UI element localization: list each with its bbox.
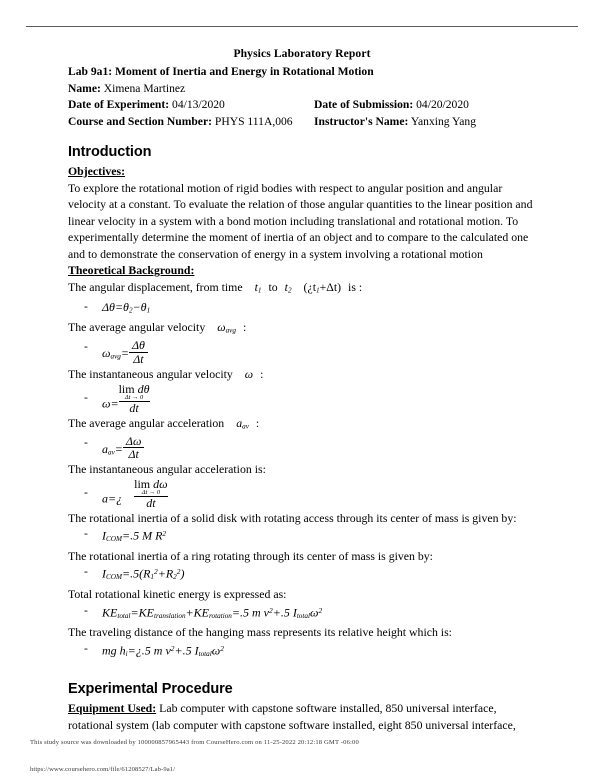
eq-plus: +R bbox=[157, 566, 174, 581]
sym-a-av: a bbox=[236, 415, 243, 430]
ke-total: KE bbox=[102, 604, 118, 619]
section-heading-experimental-procedure: Experimental Procedure bbox=[68, 681, 233, 698]
paren-open: (¿t bbox=[303, 279, 316, 294]
eq-lhs-sub: av bbox=[108, 448, 115, 457]
sym-omega-avg: ω bbox=[217, 320, 226, 335]
fraction-denominator: Δt bbox=[123, 447, 145, 461]
fraction-numerator: Δθ bbox=[131, 338, 145, 353]
avg-acceleration-text: The average angular acceleration bbox=[68, 415, 225, 430]
instantaneous-angular-acceleration-line: The instantaneous angular acceleration is: bbox=[68, 462, 266, 477]
r2-sup: 2 bbox=[176, 567, 181, 577]
relative-height-line: The traveling distance of the hanging mass represents its relative height which is: bbox=[68, 625, 452, 639]
sym-t2: t bbox=[284, 279, 288, 294]
equation-row-inst-acceleration bbox=[68, 478, 536, 510]
limit-fraction bbox=[119, 383, 150, 415]
page-title: Physics Laboratory Report bbox=[233, 47, 371, 60]
kinetic-energy-line: Total rotational kinetic energy is expressed as: bbox=[68, 586, 287, 601]
sub-t1: 1 bbox=[257, 286, 262, 295]
eq-lhs: Δθ bbox=[102, 300, 115, 315]
bullet-dash: - bbox=[84, 566, 88, 579]
equation-row-disk-inertia bbox=[68, 526, 536, 548]
bullet-dash: - bbox=[84, 341, 88, 354]
eq-rhs1-sub: 2 bbox=[128, 306, 133, 315]
term-kinetic-sup: 2 bbox=[170, 643, 175, 653]
ke-rotation: KE bbox=[193, 604, 209, 619]
eq-minus: − bbox=[132, 300, 141, 315]
fraction-denominator: Δt bbox=[129, 352, 148, 366]
bullet-dash: - bbox=[84, 528, 88, 541]
ring-inertia-line: The rotational inertia of a ring rotating through its center of mass is given by: bbox=[68, 548, 433, 563]
term-omega-sup: 2 bbox=[220, 643, 224, 653]
eq-lhs: a bbox=[102, 491, 108, 506]
equation-row-ring-inertia bbox=[68, 564, 536, 586]
author-line bbox=[68, 81, 536, 98]
solid-disk-inertia-line: The rotational inertia of a solid disk with rotating access through its center of mass is given by: bbox=[68, 510, 517, 525]
objectives-heading: Objectives: bbox=[68, 164, 125, 178]
instructor-label: Instructor's Name: bbox=[314, 114, 409, 128]
eq-lhs: ω bbox=[102, 396, 111, 411]
eq-rhs1: θ bbox=[123, 300, 129, 315]
eq-lhs: mg h bbox=[102, 642, 126, 657]
eq-rhs: .5 M R bbox=[130, 528, 163, 543]
date-experiment bbox=[68, 97, 314, 114]
eq-rhs-open: .5(R bbox=[130, 566, 151, 581]
date-submission-label: Date of Submission: bbox=[314, 98, 414, 111]
sub-t2: 2 bbox=[287, 286, 292, 295]
eq-rhs2: θ bbox=[140, 300, 147, 315]
r2-sub: 2 bbox=[173, 573, 177, 582]
instructor bbox=[314, 114, 536, 131]
header-rule bbox=[26, 26, 578, 27]
eq-rhs-close: ) bbox=[180, 566, 185, 581]
coursehero-download-note: This study source was downloaded by 100000857965443 from CourseHero.com on 11-25-2022 20:12:18 GMT -06:00 bbox=[30, 739, 359, 746]
sym-omega: ω bbox=[244, 366, 254, 381]
eq-lhs: ω bbox=[102, 346, 111, 361]
equation-kinetic-energy bbox=[102, 603, 322, 625]
lab-title-value: Moment of Inertia and Energy in Rotational Motion bbox=[115, 65, 374, 78]
theoretical-background-heading: Theoretical Background: bbox=[68, 263, 195, 278]
eq-rel: = bbox=[114, 300, 124, 315]
term-kinetic-sup: 2 bbox=[269, 605, 273, 615]
sub-av: av bbox=[242, 422, 249, 431]
term-omega: ω bbox=[310, 604, 319, 619]
lim-word: lim bbox=[118, 381, 135, 396]
limit-label bbox=[119, 383, 150, 395]
date-submission bbox=[314, 97, 536, 114]
equation-delta-theta bbox=[102, 299, 150, 319]
colon-3: : bbox=[255, 415, 260, 430]
inertia-total-sub: total bbox=[296, 611, 310, 620]
fraction-numerator: dθ bbox=[137, 381, 150, 396]
inst-velocity-text: The instantaneous angular velocity bbox=[68, 366, 233, 381]
average-angular-velocity-line bbox=[68, 319, 536, 339]
equation-relative-height bbox=[102, 641, 224, 663]
fraction-denominator: dt bbox=[129, 401, 139, 416]
eq-rhs2-sub: 1 bbox=[146, 306, 151, 315]
r1-sub: 1 bbox=[150, 573, 155, 582]
sym-t1: t bbox=[254, 279, 258, 294]
fraction-denominator: dt bbox=[146, 496, 156, 511]
equation-inst-acceleration bbox=[102, 478, 168, 510]
equipment-used-label: Equipment Used: bbox=[68, 701, 157, 716]
eq-invert-char: ¿ bbox=[116, 491, 123, 506]
equation-inst-velocity bbox=[102, 383, 150, 415]
date-experiment-value: 04/13/2020 bbox=[172, 98, 225, 111]
eq-rel: = bbox=[121, 566, 131, 581]
eq-lhs: I bbox=[102, 528, 106, 543]
angular-displacement-lead: The angular displacement, from time bbox=[68, 279, 243, 294]
eq-rel: = bbox=[108, 491, 117, 506]
ke-rotation-sub: rotation bbox=[209, 611, 232, 620]
limit-fraction bbox=[134, 478, 168, 510]
equation-row-avg-velocity bbox=[68, 339, 536, 365]
eq-rel: = bbox=[114, 441, 123, 456]
term-omega-sup: 2 bbox=[318, 605, 323, 615]
eq-lhs: I bbox=[102, 566, 106, 581]
limit-subscript: Δt → 0 bbox=[119, 395, 150, 403]
date-submission-value: 04/20/2020 bbox=[416, 98, 469, 111]
eq-rel-2: = bbox=[231, 604, 241, 619]
avg-velocity-text: The average angular velocity bbox=[68, 320, 206, 335]
name-value: Ximena Martinez bbox=[103, 81, 186, 95]
eq-lhs-sub: avg bbox=[110, 353, 121, 362]
paren-sub: 1 bbox=[316, 286, 320, 295]
lim-word: lim bbox=[134, 476, 151, 491]
eq-rel: = bbox=[120, 346, 129, 361]
r1-sup: 2 bbox=[154, 567, 158, 577]
eq-lhs-sub: COM bbox=[106, 535, 122, 544]
average-angular-acceleration-line bbox=[68, 415, 536, 435]
to-word: to bbox=[268, 279, 278, 294]
eq-plus-2: +.5 I bbox=[272, 604, 297, 619]
is-word: is : bbox=[348, 279, 363, 294]
instantaneous-angular-velocity-line bbox=[68, 366, 536, 383]
sub-avg: avg bbox=[225, 326, 236, 335]
course-label: Course and Section Number: bbox=[68, 114, 212, 128]
eq-rel: =¿ bbox=[127, 642, 142, 657]
section-heading-introduction: Introduction bbox=[68, 144, 152, 160]
lab-title-line bbox=[68, 64, 536, 81]
course-value: PHYS 111A,006 bbox=[214, 114, 293, 128]
term-kinetic: .5 m v bbox=[141, 642, 171, 657]
eq-lhs-sub: COM bbox=[106, 573, 122, 582]
equipment-used-paragraph bbox=[68, 700, 536, 733]
angular-displacement-line bbox=[68, 279, 536, 299]
eq-lhs-sub: i bbox=[125, 649, 128, 658]
colon-1: : bbox=[242, 320, 247, 335]
equation-ring-inertia bbox=[102, 564, 184, 586]
equation-disk-inertia bbox=[102, 526, 166, 548]
equation-avg-velocity bbox=[102, 339, 148, 365]
bullet-dash: - bbox=[84, 392, 88, 405]
equation-row-relative-height bbox=[68, 641, 536, 663]
equation-row-kinetic-energy bbox=[68, 603, 536, 625]
colon-2: : bbox=[260, 366, 264, 381]
course-line bbox=[68, 114, 536, 131]
term-kinetic: .5 m v bbox=[240, 604, 270, 619]
fraction-numerator: dω bbox=[153, 476, 168, 491]
fraction bbox=[123, 435, 145, 461]
bullet-dash: - bbox=[84, 487, 88, 500]
date-experiment-label: Date of Experiment: bbox=[68, 98, 170, 111]
eq-plus-1: + bbox=[185, 604, 194, 619]
equation-row-inst-velocity bbox=[68, 383, 536, 415]
equation-row-delta-theta bbox=[68, 299, 536, 319]
eq-plus: +.5 I bbox=[174, 642, 199, 657]
limit-subscript: Δt → 0 bbox=[134, 490, 168, 498]
eq-rel: = bbox=[110, 396, 119, 411]
eq-lhs: a bbox=[102, 441, 108, 456]
ke-total-sub: total bbox=[117, 611, 131, 620]
eq-rel: = bbox=[121, 528, 131, 543]
fraction-numerator: Δω bbox=[125, 433, 142, 448]
instructor-value: Yanxing Yang bbox=[410, 114, 476, 128]
eq-rhs-sup: 2 bbox=[162, 529, 167, 539]
bullet-dash: - bbox=[84, 301, 88, 314]
course-number bbox=[68, 114, 314, 131]
name-label: Name: bbox=[68, 81, 101, 95]
paren-close: +Δt) bbox=[319, 279, 342, 294]
coursehero-source-url[interactable]: https://www.coursehero.com/file/61208527/Lab-9a1/ bbox=[30, 766, 176, 773]
ke-translation-sub: translation bbox=[153, 611, 186, 620]
lab-title-label: Lab 9a1: bbox=[68, 65, 113, 78]
document-content bbox=[68, 46, 536, 733]
equation-avg-acceleration bbox=[102, 435, 144, 461]
equipment-used-text: Lab computer with capstone software installed, 850 universal interface, rotational system (lab computer with capstone software installed, eight 850 universal interface, bbox=[68, 701, 516, 732]
bullet-dash: - bbox=[84, 604, 88, 617]
fraction bbox=[129, 339, 148, 365]
term-omega: ω bbox=[211, 642, 221, 657]
equation-row-avg-acceleration bbox=[68, 435, 536, 461]
bullet-dash: - bbox=[84, 436, 88, 449]
dates-line bbox=[68, 97, 536, 114]
bullet-dash: - bbox=[84, 642, 88, 655]
objectives-paragraph: To explore the rotational motion of rigid bodies with respect to angular position and angular velocity at a constant. To evaluate the relation of those angular quantities to the linear position and linear velocity in a system with a bond motion including translational and rotational motion. To experimentally determine the moment of inertia of an object and to compare to the calculated one and to demonstrate the conservation of energy in a system involving a rotational motion bbox=[68, 180, 533, 261]
eq-rel-1: = bbox=[130, 604, 139, 619]
ke-translation: KE bbox=[138, 604, 154, 619]
inertia-total-sub: total bbox=[198, 649, 212, 658]
